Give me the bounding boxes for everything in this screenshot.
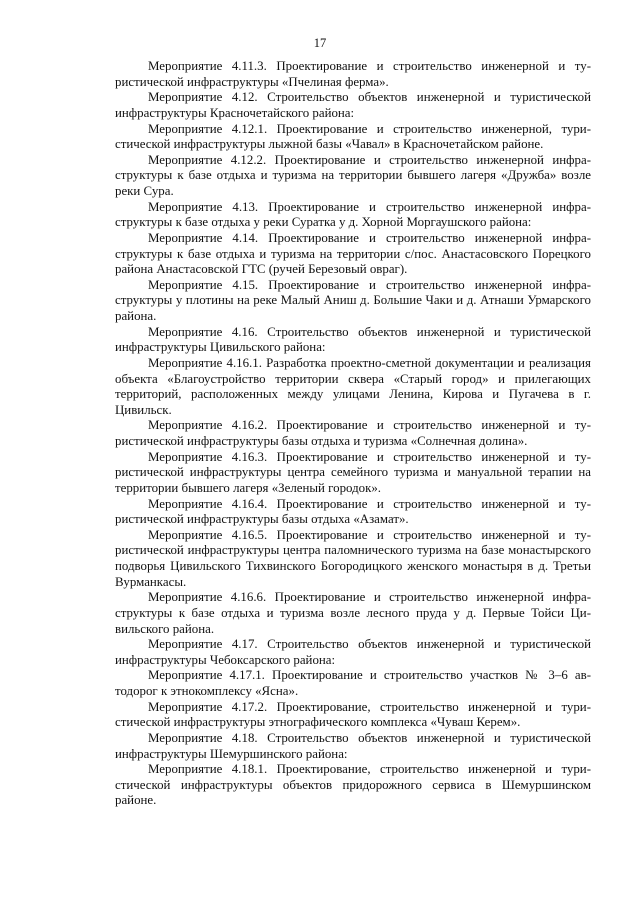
paragraph-4-16: Мероприятие 4.16. Строительство объектов инженерной и туристической инфраструктуры Цивильского района: [115,324,591,355]
paragraph-4-16-2: Мероприятие 4.16.2. Проектирование и строительство инженерной и туристической инфраструктуры базы отдыха и туризма «Солнечная долина». [115,418,591,448]
paragraph-4-17: Мероприятие 4.17. Строительство объектов инженерной и туристической инфраструктуры Чебоксарского района: [115,637,591,667]
paragraph-4-16-4: Мероприятие 4.16.4. Проектирование и строительство инженерной и туристической инфраструктуры базы отдыха «Азамат». [115,496,591,527]
paragraph-4-16-1: Мероприятие 4.16.1. Разработка проектно-сметной документации и реализация объекта «Благоустройство территории сквера «Старый город» и прилегающих территорий, расположенных между улицами Ленина, Кирова и Пугачева в г. Цивильск. [115,355,591,417]
paragraph-4-12: Мероприятие 4.12. Строительство объектов инженерной и туристической инфраструктуры Красночетайского района: [115,90,591,120]
paragraph-4-14: Мероприятие 4.14. Проектирование и строительство инженерной инфраструктуры к базе отдыха и туризма на территории с/пос. Анастасовского Порецкого района Анастасовской ГТС (ручей Березовый овраг). [115,230,591,277]
paragraph-4-15: Мероприятие 4.15. Проектирование и строительство инженерной инфраструктуры у плотины на реке Малый Аниш д. Большие Чаки и д. Атнаши Урмарского района. [115,277,591,323]
paragraph-4-11-3: Мероприятие 4.11.3. Проектирование и строительство инженерной и туристической инфраструктуры «Пчелиная ферма». [115,59,591,89]
paragraph-4-18-1: Мероприятие 4.18.1. Проектирование, строительство инженерной и туристической инфраструктуры объектов придорожного сервиса в Шемуршинском районе. [115,762,591,808]
paragraph-4-13: Мероприятие 4.13. Проектирование и строительство инженерной инфраструктуры к базе отдыха у реки Суратка у д. Хорной Моргаушского района: [115,199,591,230]
paragraph-4-17-2: Мероприятие 4.17.2. Проектирование, строительство инженерной и туристической инфраструктуры этнографического комплекса «Чуваш Керем». [115,699,591,730]
paragraph-4-17-1: Мероприятие 4.17.1. Проектирование и строительство участков № 3–6 автодорог к этнокомплексу «Ясна». [115,668,591,698]
paragraph-4-16-3: Мероприятие 4.16.3. Проектирование и строительство инженерной и туристической инфраструктуры центра семейного туризма и мануальной терапии на территории бывшего лагеря «Зеленый городок». [115,449,591,495]
paragraph-4-12-2: Мероприятие 4.12.2. Проектирование и строительство инженерной инфраструктуры к базе отдыха и туризма на территории бывшего лагеря «Дружба» возле реки Сура. [115,152,591,198]
paragraph-4-16-6: Мероприятие 4.16.6. Проектирование и строительство инженерной инфраструктуры к базе отдыха и туризма возле лесного пруда у д. Первые Тойси Цивильского района. [115,590,591,636]
body-text [115,59,591,809]
paragraph-4-16-5: Мероприятие 4.16.5. Проектирование и строительство инженерной и туристической инфраструктуры центра паломнического туризма на базе монастырского подворья Цивильского Тихвинского Богородицкого женского монастыря в д. Третьи Вурманкасы. [115,527,591,589]
page-number: 17 [313,36,327,50]
paragraph-4-18: Мероприятие 4.18. Строительство объектов инженерной и туристической инфраструктуры Шемуршинского района: [115,730,591,761]
paragraph-4-12-1: Мероприятие 4.12.1. Проектирование и строительство инженерной, туристической инфраструктуры лыжной базы «Чавал» в Красночетайском районе. [115,121,591,152]
